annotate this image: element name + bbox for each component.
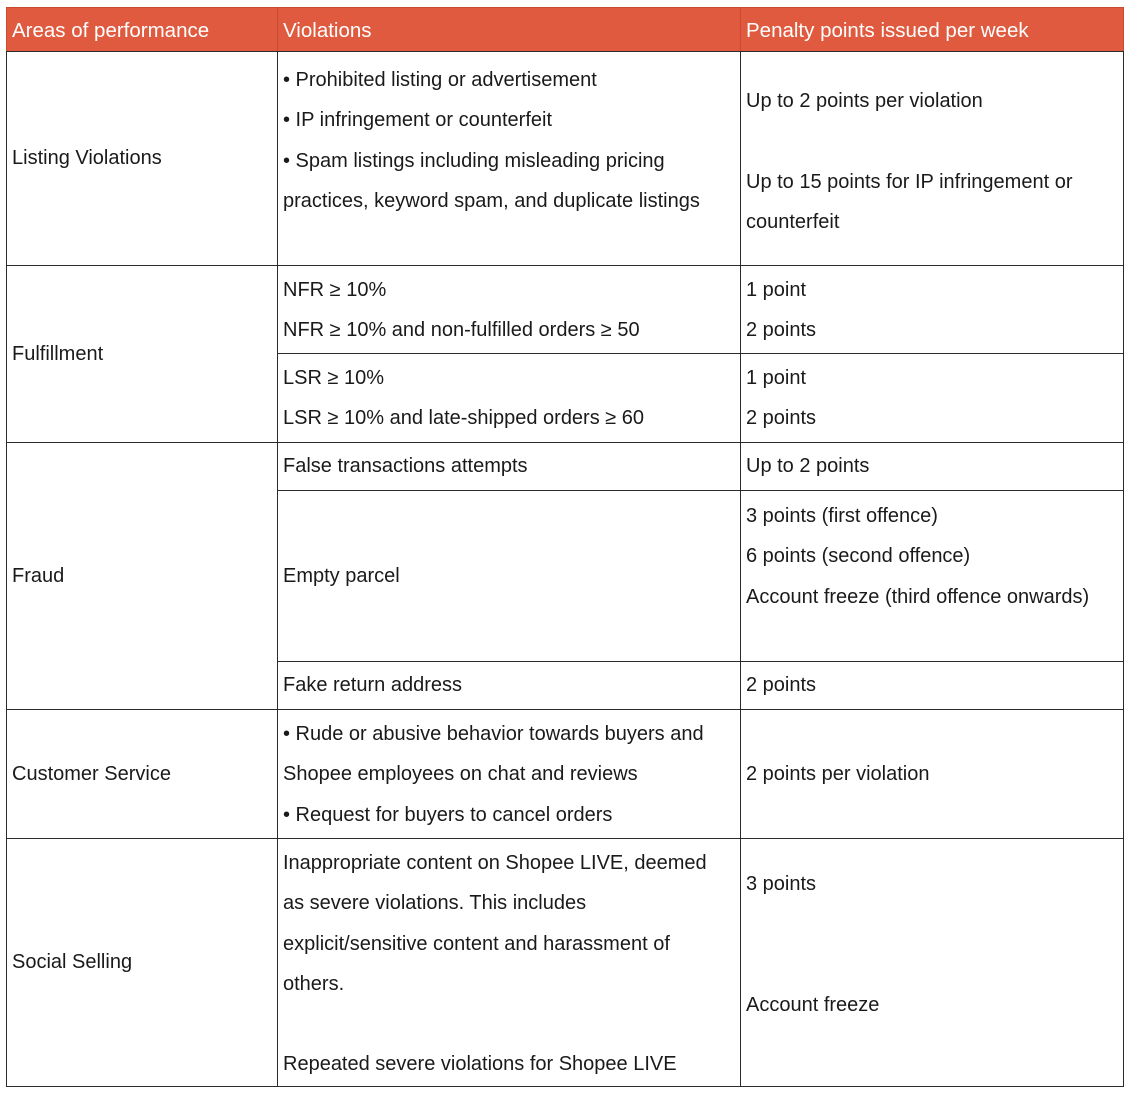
violation-item: • Prohibited listing or advertisement [283,69,597,91]
penalty-item: 3 points (first offence) [746,505,938,527]
header-areas-of-performance [6,7,278,52]
penalty-item: 2 points [746,674,817,697]
penalty-item: 1 point [746,279,807,301]
violation-item: Repeated severe violations for Shopee LIVE [283,1053,677,1076]
area-customer-service [6,709,278,839]
header-label: Penalty points issued per week [746,19,1029,42]
area-label: Social Selling [12,951,133,974]
penalty-lsr [740,353,1124,443]
penalty-item: 1 point [746,367,807,389]
penalty-item: 2 points [746,319,817,342]
violations-empty-parcel [277,490,741,662]
penalty-item: 6 points (second offence) [746,545,971,568]
penalty-item: 3 points [746,873,817,895]
violation-item: LSR ≥ 10% [283,367,385,389]
area-label: Fulfillment [12,342,104,365]
area-social-selling [6,838,278,1087]
penalty-nfr [740,265,1124,354]
penalty-empty-parcel [740,490,1124,662]
penalty-social-selling [740,838,1124,1087]
violations-lsr [277,353,741,443]
penalty-fake-return-address [740,661,1124,710]
violation-item: NFR ≥ 10% [283,279,387,301]
penalty-points-table [6,7,1124,1087]
violation-item: • IP infringement or counterfeit [283,109,552,132]
violation-item: Empty parcel [283,564,400,587]
violations-fake-return-address [277,661,741,710]
violation-item: False transactions attempts [283,455,528,478]
penalty-item: Up to 2 points per violation [746,90,983,112]
area-fraud [6,442,278,710]
penalty-item: Account freeze [746,993,880,1016]
penalty-item: 2 points [746,407,817,430]
penalty-customer-service [740,709,1124,839]
penalty-item: 2 points per violation [746,762,930,785]
penalty-listing [740,51,1124,266]
violation-item: LSR ≥ 10% and late-shipped orders ≥ 60 [283,407,645,430]
violations-social-selling [277,838,741,1087]
violation-item: • Request for buyers to cancel orders [283,803,613,826]
header-violations [277,7,741,52]
header-label: Violations [283,19,372,42]
header-penalty-points [740,7,1124,52]
area-listing-violations [6,51,278,266]
violation-item: • Rude or abusive behavior towards buyers and Shopee employees on chat and reviews [283,723,704,786]
violation-item: Fake return address [283,674,462,697]
area-label: Listing Violations [12,147,162,170]
penalty-false-transactions [740,442,1124,491]
violation-item: Inappropriate content on Shopee LIVE, deemed as severe violations. This includes explicit/sensitive content and harassment of others. [283,852,707,995]
violation-item: • Spam listings including misleading pricing practices, keyword spam, and duplicate listings [283,149,700,212]
violations-listing [277,51,741,266]
penalty-item: Up to 2 points [746,455,870,478]
violations-customer-service [277,709,741,839]
header-label: Areas of performance [12,19,210,42]
area-label: Fraud [12,564,65,587]
violations-false-transactions [277,442,741,491]
penalty-item: Account freeze (third offence onwards) [746,585,1090,608]
violations-nfr [277,265,741,354]
violation-item: NFR ≥ 10% and non-fulfilled orders ≥ 50 [283,319,640,342]
area-label: Customer Service [12,762,171,785]
penalty-item: Up to 15 points for IP infringement or counterfeit [746,170,1073,233]
area-fulfillment [6,265,278,443]
